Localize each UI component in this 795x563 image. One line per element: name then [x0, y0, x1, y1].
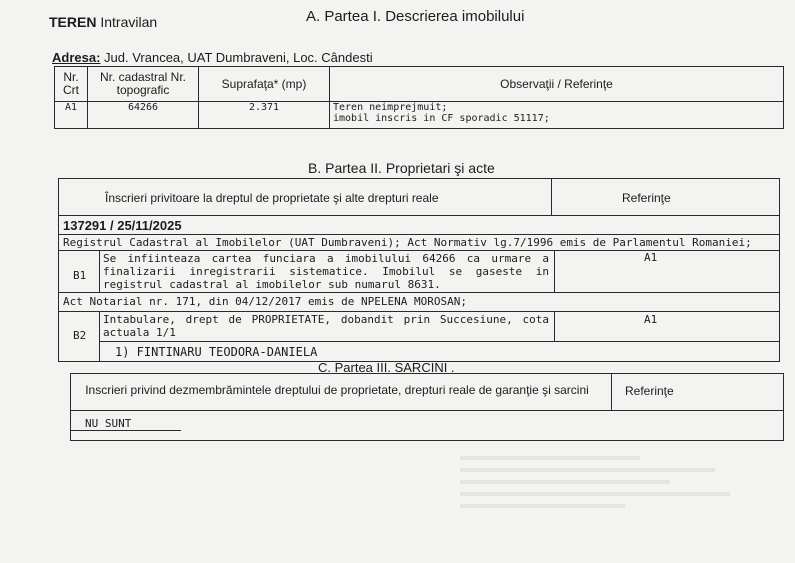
cell-area: 2.371 — [199, 102, 330, 129]
b2-reference: A1 — [644, 313, 658, 326]
part3-table — [70, 373, 784, 441]
cell-nr: A1 — [55, 102, 88, 129]
entry-id: 137291 / 25/11/2025 — [63, 218, 182, 233]
address-line — [52, 50, 373, 65]
notarial-line: Act Notarial nr. 171, din 04/12/2017 emis de NPELENA MOROSAN; — [63, 295, 467, 308]
part2-table — [58, 178, 780, 362]
part1-table — [54, 66, 784, 129]
section-c-title: C. Partea III. SARCINI . — [318, 360, 455, 375]
col-nr-crt: Nr. Crt — [55, 67, 88, 102]
b2-label: B2 — [73, 329, 87, 342]
cell-observations: Teren neimprejmuit; imobil inscris in CF sporadic 51117; — [330, 102, 784, 129]
section-a-title: A. Partea I. Descrierea imobilului — [306, 8, 525, 25]
part1-header-row — [55, 67, 784, 102]
b1-text: Se infiinteaza cartea funciara a imobilului 64266 ca urmare a finalizarii inregistrarii sistematice. Imobilul se gaseste in registrul cadastral al imobilelor sub numarul 8631. — [103, 252, 549, 291]
part3-header-left: Inscrieri privind dezmembrămintele dreptului de proprietate, drepturi reale de garanţie şi sarcini — [85, 383, 589, 397]
table-row — [55, 102, 784, 129]
col-cadastral: Nr. cadastral Nr. topografic — [88, 67, 199, 102]
b1-reference: A1 — [644, 251, 658, 264]
address-label: Adresa: — [52, 50, 101, 65]
part2-header-left: Înscrieri privitoare la dreptul de proprietate şi alte drepturi reale — [105, 191, 439, 205]
part3-header-right: Referinţe — [625, 384, 674, 398]
section-b-title: B. Partea II. Proprietari şi acte — [308, 160, 495, 176]
b1-label: B1 — [73, 269, 87, 282]
cell-cadastral: 64266 — [88, 102, 199, 129]
address-value: Jud. Vrancea, UAT Dumbraveni, Loc. Cândesti — [100, 50, 373, 65]
owner-name: 1) FINTINARU TEODORA-DANIELA — [115, 345, 318, 359]
property-type: TEREN Intravilan — [49, 14, 158, 30]
col-observations: Observaţii / Referinţe — [330, 67, 784, 102]
col-area: Suprafaţa* (mp) — [199, 67, 330, 102]
part3-value: NU SUNT — [85, 417, 132, 430]
registry-line: Registrul Cadastral al Imobilelor (UAT Dumbraveni); Act Normativ lg.7/1996 emis de Parlamentul Romaniei; — [63, 236, 752, 249]
part2-header-right: Referinţe — [622, 191, 671, 205]
b2-text: Intabulare, drept de PROPRIETATE, dobandit prin Succesiune, cota actuala 1/1 — [103, 313, 549, 339]
bleed-through-shadow — [460, 448, 760, 558]
